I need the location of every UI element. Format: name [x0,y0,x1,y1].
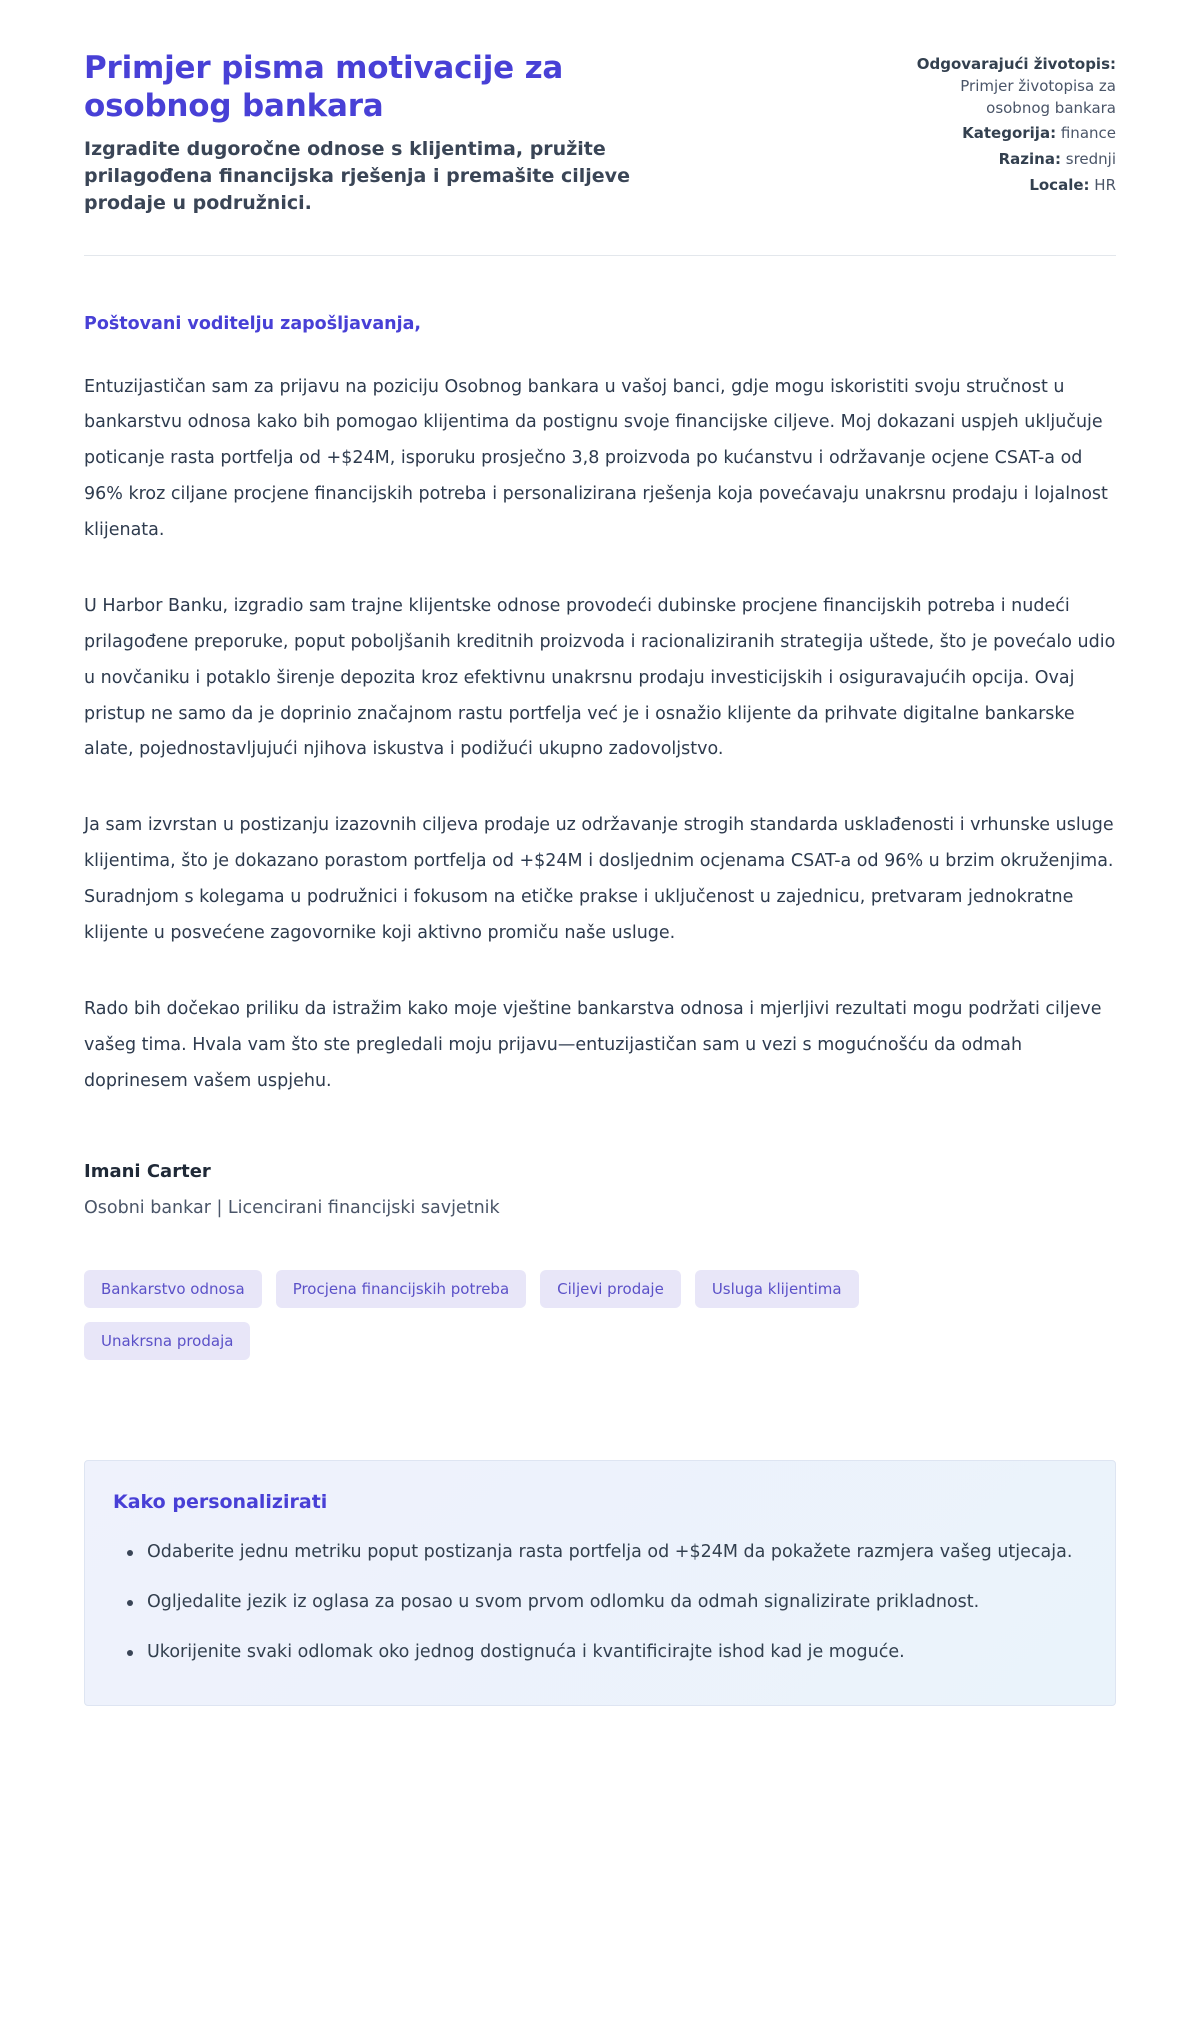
letter-paragraph-1: Entuzijastičan sam za prijavu na poziciju Osobnog bankara u vašoj banci, gdje mogu iskoristiti svoju stručnost u bankarstvu odnosa kako bih pomogao klijentima da postignu svoje financijske ciljeve. Moj dokazani uspjeh uključuje poticanje rasta portfelja od +$24M, isporuku prosječno 3,8 proizvoda po kućanstvu i održavanje ocjene CSAT-a od 96% kroz ciljane procjene financijskih potreba i personalizirana rješenja koja povećavaju unakrsnu prodaju i lojalnost klijenata. [84,376,1108,541]
tag-chip-usluga-klijentima: Usluga klijentima [695,1270,859,1308]
personalization-tip-list [113,1535,1087,1671]
category-label: Kategorija: [962,124,1057,143]
signature-title: Osobni bankar | Licencirani financijski savjetnik [84,1198,500,1219]
meta-category [901,123,1116,145]
letter-greeting: Poštovani voditelju zapošljavanja, [84,313,422,334]
level-value: srednji [1065,150,1116,168]
tag-chip-unakrsna-prodaja: Unakrsna prodaja [84,1322,250,1360]
header-title-block [84,50,684,217]
level-label: Razina: [998,150,1061,168]
locale-label: Locale: [1029,175,1090,194]
letter-paragraph-3: Ja sam izvrstan u postizanju izazovnih ciljeva prodaje uz održavanje strogih standarda usklađenosti i vrhunske usluge klijentima, što je dokazano porastom portfelja od +$24M i dosljednim ocjenama CSAT-a od 96% u brzim okruženjima. Suradnjom s kolegama u podružnici i fokusom na etičke prakse i uključenost u zajednicu, pretvaram jednokratne klijente u posvećene zagovornike koji aktivno promiču naše usluge. [84,815,1114,943]
page-title: Primjer pisma motivacije za osobnog bankara [84,50,564,124]
locale-value: HR [1094,175,1116,194]
header [84,50,1116,217]
personalization-box [84,1460,1116,1706]
header-divider [84,255,1116,256]
page-subtitle: Izgradite dugoročne odnose s klijentima, pružite prilagođena financijska rješenja i premašite ciljeve prodaje u podružnici. [84,137,630,214]
matching-resume-label: Odgovarajući životopis: [916,55,1116,73]
matching-resume [901,54,1116,119]
cover-letter-page [84,0,1116,1706]
personalization-title: Kako personalizirati [113,1491,328,1514]
meta-level [901,149,1116,171]
personalization-tip-1: Odaberite jednu metriku poput postizanja rasta portfelja od +$24M da pokažete razmjera vašeg utjecaja. [121,1535,1087,1571]
letter-paragraph-4: Rado bih dočekao priliku da istražim kako moje vještine bankarstva odnosa i mjerljivi rezultati mogu podržati ciljeve vašeg tima. Hvala vam što ste pregledali moju prijavu—entuzijastičan sam u vezi s mogućnošću da odmah doprinesem vašem uspjehu. [84,998,1102,1091]
personalization-tip-3: Ukorijenite svaki odlomak oko jednog dostignuća i kvantificirajte ishod kad je moguće. [121,1635,1087,1671]
letter-body [84,314,1116,1219]
tag-chip-ciljevi-prodaje: Ciljevi prodaje [540,1270,681,1308]
meta-locale [901,175,1116,197]
tag-chip-bankarstvo-odnosa: Bankarstvo odnosa [84,1270,262,1308]
tag-list [84,1270,904,1360]
letter-paragraph-2: U Harbor Banku, izgradio sam trajne klijentske odnose provodeći dubinske procjene financijskih potreba i nudeći prilagođene preporuke, poput poboljšanih kreditnih proizvoda i racionaliziranih strategija uštede, što je povećalo udio u novčaniku i potaklo širenje depozita kroz efektivnu unakrsnu prodaju investicijskih i osiguravajućih opcija. Ovaj pristup ne samo da je doprinio značajnom rastu portfelja već je i osnažio klijente da prihvate digitalne bankarske alate, pojednostavljujući njihova iskustva i podižući ukupno zadovoljstvo. [84,595,1116,760]
personalization-tip-2: Ogljedalite jezik iz oglasa za posao u svom prvom odlomku da odmah signalizirate prikladnost. [121,1585,1087,1621]
signature-name: Imani Carter [84,1161,211,1183]
category-value: finance [1060,124,1116,143]
tag-chip-procjena-financijskih-potreba: Procjena financijskih potreba [276,1270,526,1308]
meta-panel [901,50,1116,201]
matching-resume-value: Primjer životopisa za osobnog bankara [960,76,1116,117]
